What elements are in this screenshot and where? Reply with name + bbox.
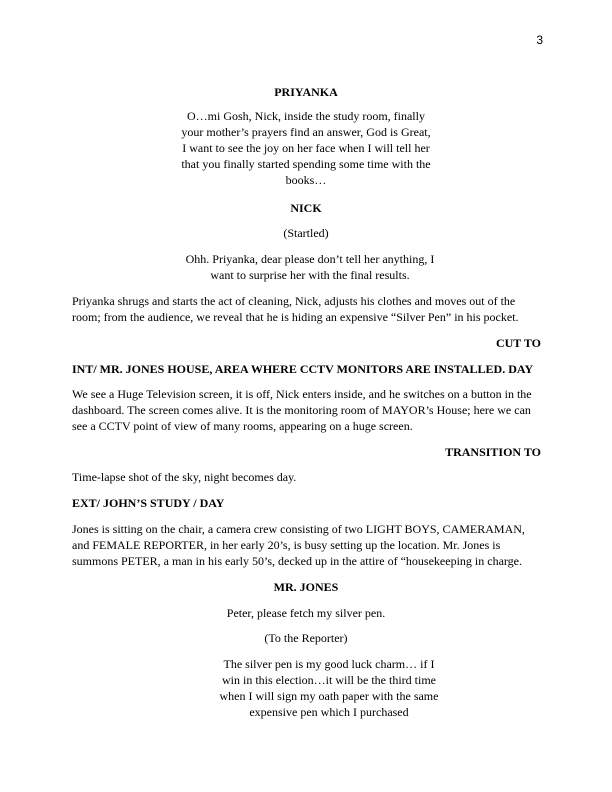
- page-number: 3: [536, 33, 543, 47]
- scene-heading-johns-study: EXT/ JOHN’S STUDY / DAY: [72, 496, 225, 510]
- action-priyanka-cleaning: Priyanka shrugs and starts the act of cleaning, Nick, adjusts his clothes and moves out of the room; from the audience, we reveal that he is hiding an expensive “Silver Pen” in his pocket.: [72, 294, 519, 324]
- action-camera-crew: Jones is sitting on the chair, a camera crew consisting of two LIGHT BOYS, CAMERAMAN, and FEMALE REPORTER, in her early 20’s, is busy setting up the location. Mr. Jones is summons PETER, a man in his early 50’s, decked up in the attire of “housekeeping in charge.: [72, 522, 525, 568]
- character-name-mr-jones: MR. JONES: [273, 580, 339, 594]
- scene-heading-cctv-room: INT/ MR. JONES HOUSE, AREA WHERE CCTV MONITORS ARE INSTALLED. DAY: [72, 362, 534, 376]
- transition-to: TRANSITION TO: [445, 445, 541, 459]
- character-name-priyanka: PRIYANKA: [274, 85, 338, 99]
- dialogue-nick: Ohh. Priyanka, dear please don’t tell her anything, I want to surprise her with the final results.: [185, 252, 435, 282]
- character-name-nick: NICK: [290, 201, 322, 215]
- transition-cut-to: CUT TO: [495, 336, 541, 350]
- dialogue-fetch-pen: Peter, please fetch my silver pen.: [226, 606, 386, 620]
- parenthetical-to-reporter: (To the Reporter): [264, 631, 348, 645]
- dialogue-silver-pen: The silver pen is my good luck charm… if I win in this election…it will be the third time when I will sign my oath paper with the same expensive pen which I purchased: [219, 657, 439, 719]
- action-television-screen: We see a Huge Television screen, it is off, Nick enters inside, and he switches on a button in the dashboard. The screen comes alive. It is the monitoring room of MAYOR’s House; here we can see a CCTV point of view of many rooms, appearing on a huge screen.: [72, 387, 532, 433]
- parenthetical-startled: (Startled): [283, 226, 329, 240]
- dialogue-priyanka: O…mi Gosh, Nick, inside the study room, finally your mother’s prayers find an answer, God is Great, I want to see the joy on her face when I will tell her that you finally started spending some time with the books…: [181, 109, 431, 187]
- action-time-lapse: Time-lapse shot of the sky, night becomes day.: [72, 470, 297, 484]
